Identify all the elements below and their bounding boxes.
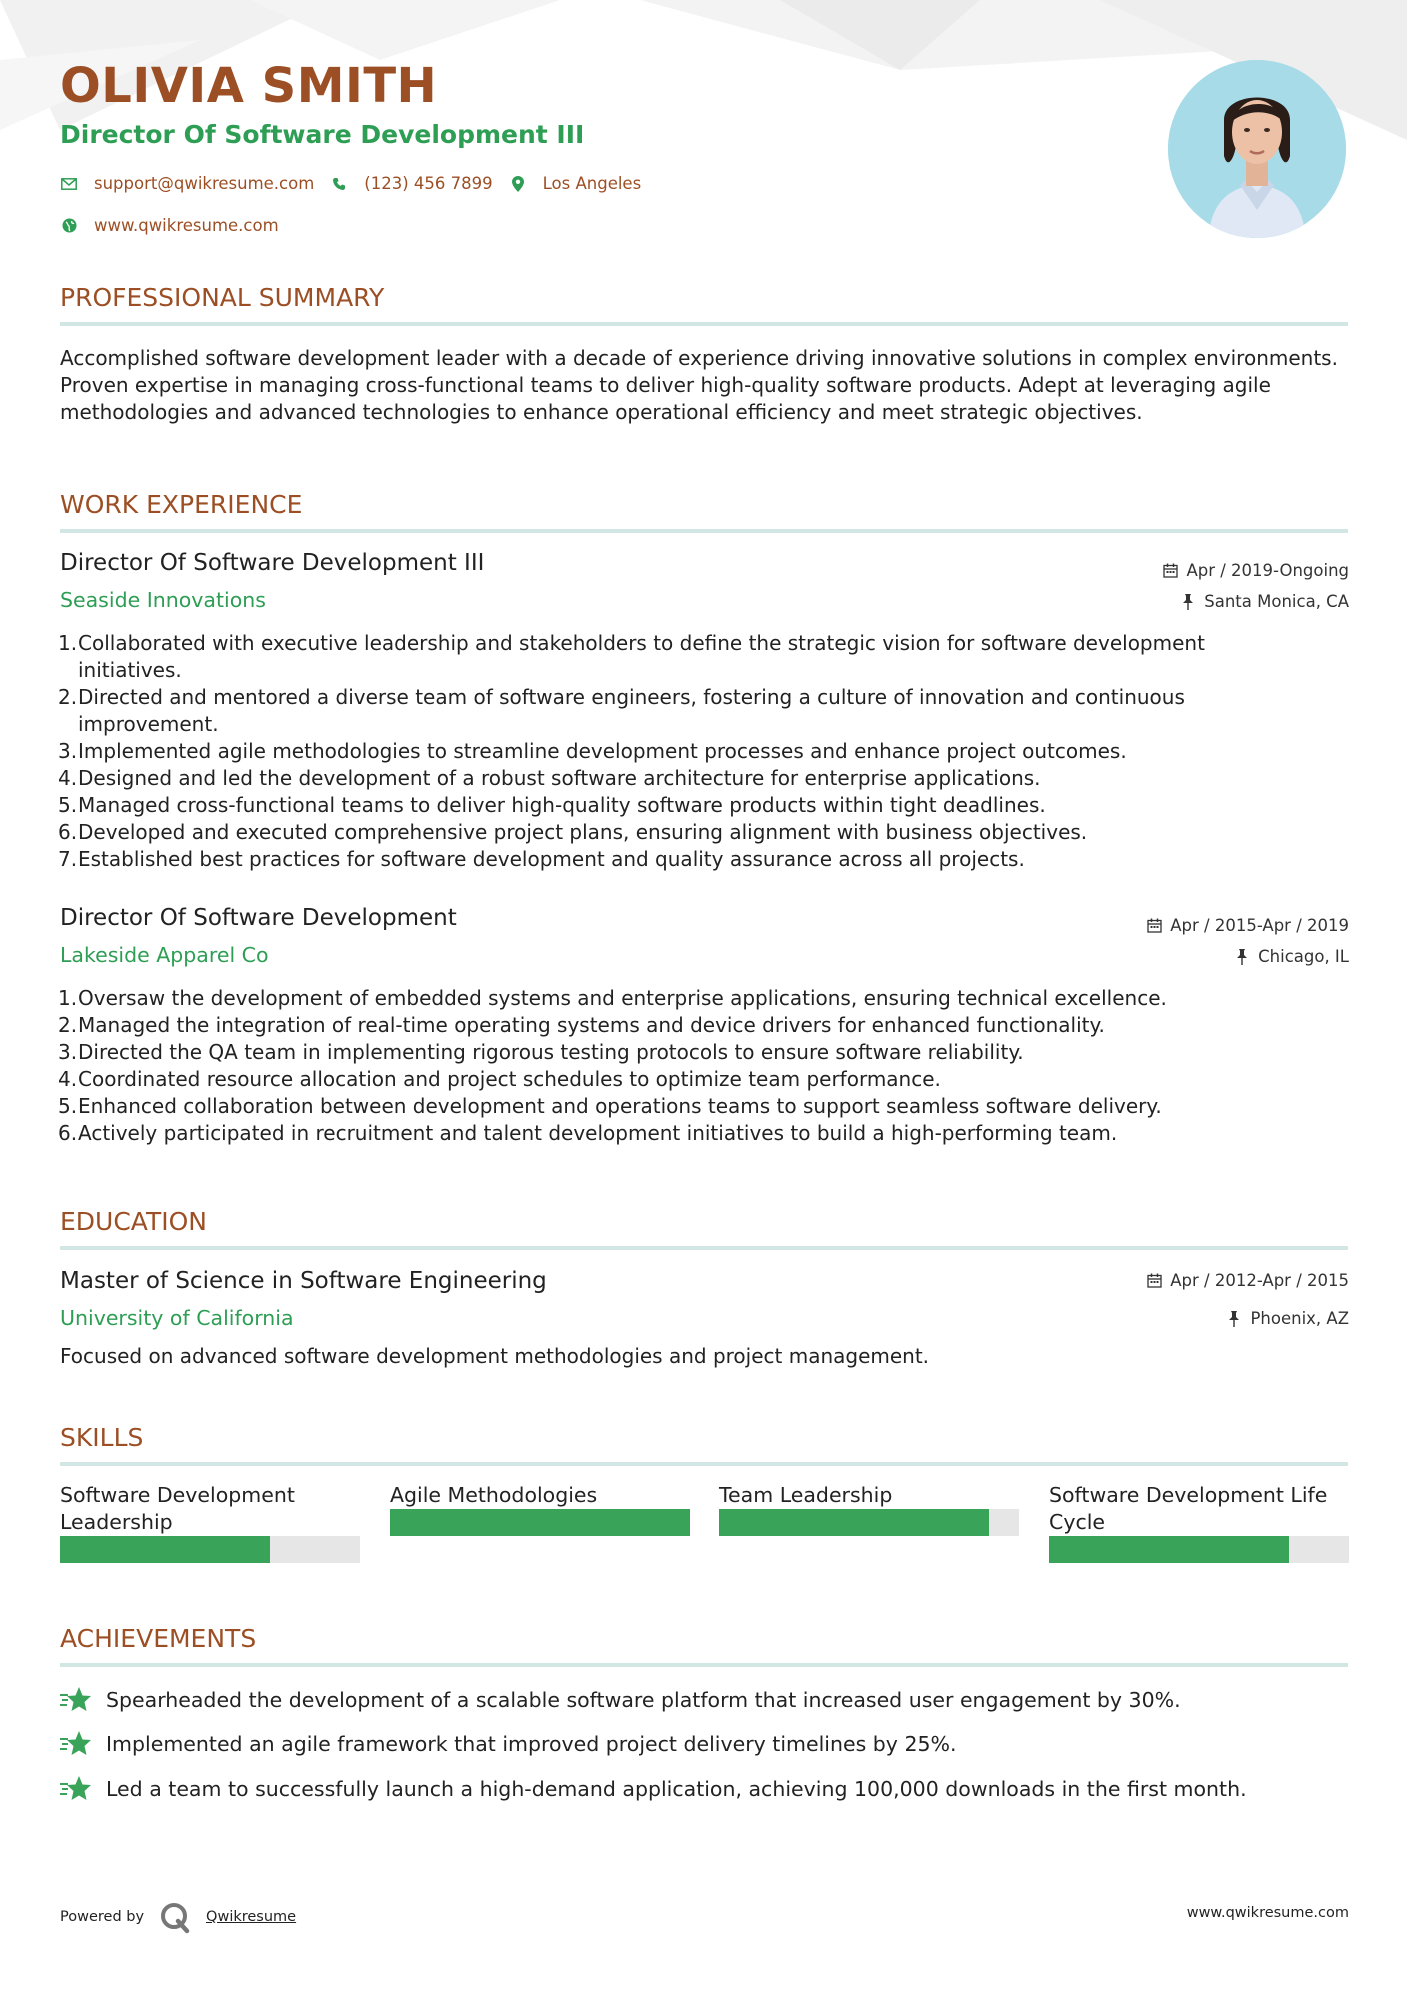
section-divider <box>60 1663 1348 1667</box>
list-item <box>58 1120 1308 1147</box>
envelope-icon <box>60 175 78 193</box>
list-item-text: Enhanced collaboration between development and operations teams to support seamless software delivery. <box>78 1094 1162 1118</box>
footer-website[interactable]: www.qwikresume.com <box>1186 1905 1349 1921</box>
company-name: Seaside Innovations <box>60 588 266 612</box>
education-dates <box>1146 1271 1349 1290</box>
achievement-text: Led a team to successfully launch a high-demand application, achieving 100,000 downloads in the first month. <box>106 1777 1247 1801</box>
list-item-number: 1. <box>58 631 78 655</box>
pushpin-icon <box>1226 1311 1242 1327</box>
list-item <box>58 1039 1308 1066</box>
section-divider <box>60 1246 1348 1250</box>
list-item-number: 6. <box>58 1121 78 1145</box>
star-icon <box>60 1686 92 1714</box>
skill-bar <box>390 1509 690 1536</box>
education-heading: EDUCATION <box>60 1207 207 1236</box>
school-name: University of California <box>60 1306 294 1330</box>
skill-name-line: Software Development Life <box>1049 1483 1328 1507</box>
job-title: Director Of Software Development III <box>60 550 485 576</box>
job-location <box>1234 947 1349 966</box>
powered-by-label: Powered by <box>60 1909 145 1925</box>
location-text: Los Angeles <box>542 174 642 193</box>
list-item-text: Managed cross-functional teams to deliver high-quality software products within tight deadlines. <box>78 793 1046 817</box>
qwikresume-logo-icon <box>158 1900 192 1934</box>
footer-powered-by <box>60 1900 296 1934</box>
list-item-text-cont: improvement. <box>78 712 219 736</box>
skill-name-line: Cycle <box>1049 1510 1106 1534</box>
list-item-number: 5. <box>58 1094 78 1118</box>
candidate-title: Director Of Software Development III <box>60 120 585 149</box>
section-divider <box>60 529 1348 533</box>
list-item-text: Directed and mentored a diverse team of software engineers, fostering a culture of innovation and continuous <box>78 685 1185 709</box>
list-item-number: 7. <box>58 847 78 871</box>
list-item-text: Designed and led the development of a robust software architecture for enterprise applications. <box>78 766 1041 790</box>
job-dates-text: Apr / 2019-Ongoing <box>1186 561 1349 580</box>
list-item <box>58 819 1308 846</box>
email-link[interactable]: support@qwikresume.com <box>94 174 315 193</box>
globe-icon <box>60 217 78 235</box>
phone-icon <box>330 175 348 193</box>
skill-name-line: Software Development <box>60 1483 295 1507</box>
skill-bar <box>1049 1536 1349 1563</box>
list-item <box>58 765 1308 792</box>
achievement-item <box>60 1686 1181 1714</box>
list-item <box>58 846 1308 873</box>
skill-name-line: Team Leadership <box>719 1483 893 1507</box>
job-bullets <box>58 630 1308 873</box>
list-item-text: Implemented agile methodologies to streamline development processes and enhance project outcomes. <box>78 739 1127 763</box>
work-heading: WORK EXPERIENCE <box>60 490 303 519</box>
skill-name <box>390 1482 690 1509</box>
list-item-number: 5. <box>58 793 78 817</box>
list-item <box>58 1012 1308 1039</box>
list-item-text: Established best practices for software development and quality assurance across all projects. <box>78 847 1025 871</box>
calendar-icon <box>1162 563 1178 579</box>
skill-name <box>719 1482 1019 1509</box>
list-item-number: 4. <box>58 1067 78 1091</box>
list-item <box>58 630 1308 684</box>
list-item-text: Oversaw the development of embedded systems and enterprise applications, ensuring technical excellence. <box>78 986 1167 1010</box>
qwikresume-link[interactable]: Qwikresume <box>206 1909 297 1925</box>
list-item-text: Collaborated with executive leadership and stakeholders to define the strategic vision for software development <box>78 631 1205 655</box>
job-title: Director Of Software Development <box>60 905 457 931</box>
list-item-number: 6. <box>58 820 78 844</box>
star-icon <box>60 1775 92 1803</box>
skill-item <box>719 1482 1019 1536</box>
skill-name-line: Leadership <box>60 1510 173 1534</box>
summary-text: Accomplished software development leader with a decade of experience driving innovative solutions in complex environments. Proven expertise in managing cross-functional teams to deliver high-quality software products. Adept at leveraging agile methodologies and advanced technologies to enhance operational efficiency and meet strategic objectives. <box>60 346 1338 424</box>
section-divider <box>60 322 1348 326</box>
list-item-text: Coordinated resource allocation and project schedules to optimize team performance. <box>78 1067 941 1091</box>
job-bullets <box>58 985 1308 1147</box>
pushpin-icon <box>1234 949 1250 965</box>
map-pin-icon <box>509 175 527 193</box>
education-dates-text: Apr / 2012-Apr / 2015 <box>1170 1271 1349 1290</box>
candidate-name: OLIVIA SMITH <box>60 58 438 114</box>
calendar-icon <box>1146 1273 1162 1289</box>
education-description: Focused on advanced software development methodologies and project management. <box>60 1344 930 1368</box>
contact-row <box>60 174 657 193</box>
phone-number[interactable]: (123) 456 7899 <box>364 174 493 193</box>
list-item-text: Managed the integration of real-time operating systems and device drivers for enhanced functionality. <box>78 1013 1105 1037</box>
list-item <box>58 738 1308 765</box>
job-location-text: Santa Monica, CA <box>1204 592 1349 611</box>
list-item-number: 4. <box>58 766 78 790</box>
achievement-text: Implemented an agile framework that improved project delivery timelines by 25%. <box>106 1732 957 1756</box>
skill-bar <box>719 1509 1019 1536</box>
skill-bar-fill <box>60 1536 270 1563</box>
profile-photo <box>1168 60 1346 238</box>
list-item <box>58 684 1308 738</box>
list-item <box>58 985 1308 1012</box>
job-dates <box>1146 916 1349 935</box>
list-item-text-cont: initiatives. <box>78 658 182 682</box>
achievement-text: Spearheaded the development of a scalable software platform that increased user engagement by 30%. <box>106 1688 1181 1712</box>
skill-item <box>1049 1482 1349 1563</box>
website-row <box>60 216 295 235</box>
list-item-number: 2. <box>58 1013 78 1037</box>
skill-item <box>390 1482 690 1536</box>
skill-bar-fill <box>719 1509 989 1536</box>
education-location <box>1226 1309 1349 1328</box>
skill-item <box>60 1482 360 1563</box>
job-location-text: Chicago, IL <box>1258 947 1349 966</box>
education-location-text: Phoenix, AZ <box>1250 1309 1349 1328</box>
skill-name-line: Agile Methodologies <box>390 1483 598 1507</box>
skill-bar-fill <box>390 1509 690 1536</box>
company-name: Lakeside Apparel Co <box>60 943 269 967</box>
achievements-heading: ACHIEVEMENTS <box>60 1624 257 1653</box>
list-item-text: Directed the QA team in implementing rigorous testing protocols to ensure software reliability. <box>78 1040 1024 1064</box>
job-dates <box>1162 561 1349 580</box>
degree-title: Master of Science in Software Engineering <box>60 1268 547 1294</box>
list-item <box>58 1066 1308 1093</box>
calendar-icon <box>1146 918 1162 934</box>
list-item-number: 2. <box>58 685 78 709</box>
website-link[interactable]: www.qwikresume.com <box>94 216 279 235</box>
summary-heading: PROFESSIONAL SUMMARY <box>60 283 385 312</box>
achievement-item <box>60 1730 957 1758</box>
list-item-number: 1. <box>58 986 78 1010</box>
star-icon <box>60 1730 92 1758</box>
section-divider <box>60 1462 1348 1466</box>
skill-bar <box>60 1536 360 1563</box>
job-location <box>1180 592 1349 611</box>
list-item-number: 3. <box>58 1040 78 1064</box>
pushpin-icon <box>1180 594 1196 610</box>
list-item-text: Developed and executed comprehensive project plans, ensuring alignment with business objectives. <box>78 820 1088 844</box>
list-item-text: Actively participated in recruitment and talent development initiatives to build a high-performing team. <box>78 1121 1118 1145</box>
list-item <box>58 792 1308 819</box>
achievement-item <box>60 1775 1247 1803</box>
skill-bar-fill <box>1049 1536 1289 1563</box>
list-item <box>58 1093 1308 1120</box>
skill-name <box>1049 1482 1349 1536</box>
job-dates-text: Apr / 2015-Apr / 2019 <box>1170 916 1349 935</box>
list-item-number: 3. <box>58 739 78 763</box>
skills-heading: SKILLS <box>60 1423 144 1452</box>
skill-name <box>60 1482 360 1536</box>
